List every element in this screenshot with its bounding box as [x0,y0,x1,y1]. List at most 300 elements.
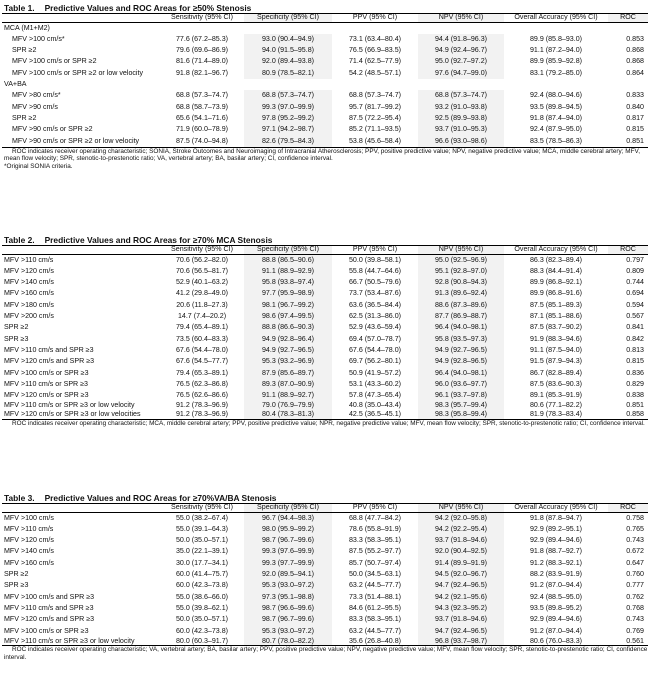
table-cell: 91.9 (88.3–94.6) [529,334,583,343]
row-label: MFV >110 cm/s [4,524,54,533]
row-label: SPR ≥2 [4,323,29,332]
table-cell: 42.5 (36.5–45.1) [332,410,418,419]
table-cell: 68.8 (57.3–74.7) [244,90,332,101]
table-cell: 52.9 (40.1–63.2) [175,278,229,287]
table-cell: 65.6 (54.1–71.6) [175,113,229,122]
table-cell: 96.8 (93.7–98.7) [418,637,504,646]
table-cell: 0.858 [608,410,648,419]
table-row [2,637,648,646]
table-cell: 95.1 (92.8–97.0) [418,266,504,277]
table-1 [2,13,648,148]
table-cell: 69.4 (57.0–78.7) [348,334,402,343]
table-cell: 63.6 (36.5–84.4) [348,300,402,309]
table-cell: 0.841 [626,323,644,332]
table-cell: 91.8 (87.8–94.7) [529,513,583,522]
table-cell: 68.8 (47.7–84.2) [348,513,402,522]
column-header: Specificity (95% CI) [244,14,332,23]
table-cell: 91.1 (88.9–92.7) [244,390,332,401]
table-cell: 92.4 (87.9–95.0) [529,125,583,134]
table-cell: 0.647 [626,558,644,567]
row-label: MFV >90 cm/s or SPR ≥2 [12,125,93,134]
table-cell: 60.0 (42.3–73.8) [175,581,229,590]
table-cell: 81.6 (71.4–89.0) [175,57,229,66]
table-cell: 68.8 (58.7–73.9) [175,102,229,111]
table-cell: 91.2 (78.3–96.9) [160,410,244,419]
table-cell: 67.6 (54.4–78.0) [348,345,402,354]
table-cell: 55.0 (38.6–66.0) [175,592,229,601]
row-label: MFV >110 cm/s or SPR ≥3 [4,379,88,388]
table-cell: 91.8 (88.7–92.7) [529,547,583,556]
table-cell: 94.2 (92.0–95.8) [418,512,504,524]
column-header: ROC [608,246,648,255]
table-row [2,546,648,557]
table-cell: 71.9 (60.0–78.9) [175,125,229,134]
table-cell: 0.762 [626,592,644,601]
table-cell: 63.2 (44.5–77.7) [348,626,402,635]
table-row [2,334,648,345]
table-row [2,45,648,56]
table-cell: 87.5 (83.6–90.3) [529,379,583,388]
table-cell: 98.7 (96.7–99.6) [244,614,332,625]
table-cell: 93.7 (91.8–94.6) [418,535,504,546]
table-row [2,580,648,591]
row-label: MFV >110 cm/s [4,255,54,264]
table-cell: 94.5 (92.0–96.7) [418,569,504,580]
table-cell: 50.0 (35.0–57.1) [175,615,229,624]
table-cell: 98.7 (96.7–99.6) [244,535,332,546]
table-cell: 93.5 (89.8–94.5) [529,102,583,111]
table-3 [2,503,648,646]
table-cell: 52.9 (43.6–59.4) [348,323,402,332]
table-row [2,603,648,614]
table-cell: 94.9 (92.7–96.5) [418,345,504,356]
table-cell: 91.3 (89.6–92.4) [418,288,504,299]
table-row [2,626,648,637]
table-cell: 35.6 (26.8–40.8) [332,637,418,646]
table-cell: 57.8 (47.3–65.4) [348,391,402,400]
row-label: MFV >140 cm/s [4,278,54,287]
group-label: MCA (M1+M2) [2,22,648,34]
table-cell: 94.9 (92.8–96.5) [418,356,504,367]
column-header: ROC [608,14,648,23]
row-label: MFV >120 cm/s [4,536,54,545]
table-cell: 0.743 [626,536,644,545]
column-header: Specificity (95% CI) [244,504,332,513]
table-cell: 0.836 [626,368,644,377]
table-cell: 71.4 (62.5–77.9) [348,57,402,66]
table-cell: 80.4 (78.3–81.3) [244,410,332,419]
row-label: MFV >90 cm/s [12,102,58,111]
table-cell: 84.6 (61.2–95.5) [348,603,402,612]
table-3-header [2,504,648,513]
table-cell: 0.842 [626,334,644,343]
table-row [2,379,648,390]
table-cell: 0.768 [626,603,644,612]
group-label: VA+BA [2,79,648,90]
row-label: MFV >110 cm/s and SPR ≥3 [4,603,94,612]
table-cell: 92.0 (90.4–92.5) [418,546,504,557]
table-cell: 82.6 (79.5–84.3) [244,136,332,148]
table-cell: 98.6 (97.4–99.5) [244,311,332,322]
table-cell: 92.0 (89.4–93.8) [244,56,332,67]
table-cell: 97.7 (95.9–98.9) [244,288,332,299]
table-cell: 92.9 (89.4–94.6) [529,615,583,624]
table-cell: 95.3 (93.0–97.2) [244,580,332,591]
table-cell: 99.3 (97.7–99.9) [244,558,332,569]
table-row [2,136,648,148]
column-header: PPV (95% CI) [332,504,418,513]
table-row [2,535,648,546]
table-cell: 96.4 (94.0–98.1) [418,322,504,333]
table-cell: 14.7 (7.4–20.2) [177,312,227,321]
table-cell: 66.7 (50.5–79.6) [348,278,402,287]
table-cell: 96.4 (94.0–98.1) [418,368,504,379]
table-cell: 0.809 [626,266,644,275]
table-row [2,266,648,277]
column-header: PPV (95% CI) [332,246,418,255]
table-cell: 80.7 (78.0–82.2) [244,637,332,646]
table-cell: 0.758 [626,513,644,522]
table-row [2,345,648,356]
table-cell: 95.0 (92.5–96.9) [418,254,504,266]
table-row [2,368,648,379]
table-cell: 0.833 [626,91,644,100]
table-row [2,288,648,299]
table-cell: 0.840 [626,102,644,111]
table-cell: 73.5 (60.4–83.3) [175,334,229,343]
row-label: MFV >200 cm/s [4,312,54,321]
table-cell: 94.7 (92.4–96.5) [418,580,504,591]
table-cell: 53.8 (45.6–58.4) [332,136,418,148]
table-cell: 98.3 (95.8–99.4) [418,410,504,419]
table-cell: 89.1 (85.3–91.9) [529,391,583,400]
row-label: MFV >110 cm/s or SPR ≥3 or low velocity [2,637,160,646]
table-cell: 83.3 (58.3–95.1) [348,536,402,545]
table-row [2,390,648,401]
table-3-body [2,512,648,646]
table-1-title: Table 1. Predictive Values and ROC Areas for ≥50% Stenosis [4,3,252,13]
table-cell: 60.0 (42.3–73.8) [175,626,229,635]
table-row [2,277,648,288]
table-cell: 97.6 (94.7–99.0) [418,68,504,79]
column-header: Overall Accuracy (95% CI) [504,504,608,513]
table-1-footnote: ROC indicates receiver operating characteristic; SONIA, Stroke Outcomes and Neuroimaging of Intracranial Atherosclerosis; PPV, positive predictive value; NPV, negative predictive value; MCA, middle cerebral artery; MFV, mean flow velocity; SPR, stenotic-to-prestenotic ratio; VA, vertebral artery; BA, basilar artery; CI, confidence interval. *Original SONIA criteria. [4,147,640,171]
table-row [2,401,648,410]
table-cell: 68.8 (57.3–74.7) [348,91,402,100]
table-row [2,356,648,367]
table-row [2,254,648,266]
table-row [2,34,648,45]
table-row [2,56,648,67]
table-cell: 79.0 (76.9–79.9) [244,401,332,410]
table-cell: 0.567 [626,312,644,321]
table-cell: 93.7 (91.0–95.3) [418,124,504,135]
row-label: MFV >90 cm/s or SPR ≥2 or low velocity [2,136,160,148]
table-2-header [2,246,648,255]
table-cell: 94.9 (92.8–96.4) [244,334,332,345]
table-cell: 85.2 (71.1–93.5) [348,125,402,134]
table-cell: 89.9 (86.8–92.1) [529,278,583,287]
row-label: MFV >110 cm/s or SPR ≥3 or low velocity [4,401,135,410]
table-cell: 89.3 (87.0–90.9) [244,379,332,390]
table-cell: 0.672 [626,547,644,556]
row-label: SPR ≥2 [12,113,37,122]
table-cell: 55.0 (39.8–62.1) [175,603,229,612]
table-cell: 92.5 (89.9–93.8) [418,113,504,124]
table-cell: 91.1 (87.2–94.0) [529,46,583,55]
column-header: Overall Accuracy (95% CI) [504,14,608,23]
column-header: ROC [608,504,648,513]
table-cell: 94.9 (92.7–96.5) [244,345,332,356]
table-cell: 89.9 (85.9–92.8) [529,57,583,66]
table-cell: 93.7 (91.8–94.6) [418,614,504,625]
table-cell: 79.4 (65.3–89.1) [175,368,229,377]
table-cell: 95.0 (92.7–97.2) [418,56,504,67]
row-label: MFV >160 cm/s [4,558,54,567]
table-cell: 55.0 (39.1–64.3) [175,524,229,533]
table-cell: 94.2 (92.1–95.6) [418,592,504,603]
column-header [2,504,160,513]
table-cell: 0.777 [626,581,644,590]
table-3-title: Table 3. Predictive Values and ROC Areas for ≥70%VA/BA Stenosis [4,493,277,503]
table-cell: 0.813 [626,345,644,354]
table-cell: 92.9 (89.4–94.6) [529,536,583,545]
table-row [2,311,648,322]
table-cell: 87.5 (55.2–97.7) [348,547,402,556]
table-cell: 91.2 (87.0–94.4) [529,626,583,635]
table-cell: 93.0 (90.4–94.9) [244,34,332,45]
row-label: SPR ≥3 [4,581,29,590]
row-label: MFV >80 cm/s* [12,91,61,100]
table-2-section [2,235,648,427]
table-cell: 88.2 (83.9–91.9) [529,570,583,579]
table-cell: 91.2 (78.3–96.9) [175,401,229,410]
table-cell: 60.0 (41.4–75.7) [175,570,229,579]
table-cell: 92.8 (90.8–94.3) [418,277,504,288]
table-cell: 96.6 (93.0–98.6) [418,136,504,148]
group-row [2,22,648,34]
table-cell: 87.1 (85.1–88.6) [529,312,583,321]
table-cell: 80.0 (60.3–91.7) [160,637,244,646]
table-row [2,558,648,569]
table-cell: 70.6 (56.2–82.0) [175,255,229,264]
table-cell: 0.765 [626,524,644,533]
table-cell: 83.3 (58.3–95.1) [348,615,402,624]
table-cell: 95.3 (93.0–97.2) [244,626,332,637]
table-cell: 89.9 (86.8–91.6) [529,289,583,298]
table-cell: 95.3 (93.2–96.9) [244,356,332,367]
table-cell: 99.3 (97.0–99.9) [244,102,332,113]
table-cell: 55.8 (44.7–64.6) [348,266,402,275]
table-2 [2,245,648,420]
table-cell: 67.6 (54.5–77.7) [175,357,229,366]
table-cell: 0.760 [626,570,644,579]
table-2-footnote: ROC indicates receiver operating characteristic; MCA, middle cerebral artery; PPV, positive predictive value; NPR, negative predictive value; MFV, mean flow velocity; SPR, stenotic-to-prestenotic ratio; CI, confidence interval. [12,419,645,427]
table-3-section [2,493,648,662]
table-cell: 92.4 (88.5–95.0) [529,592,583,601]
row-label: MFV >100 cm/s or SPR ≥2 [12,57,97,66]
row-label: MFV >100 cm/s or SPR ≥2 or low velocity [12,68,144,77]
table-row [2,322,648,333]
table-cell: 96.1 (93.7–97.8) [418,390,504,401]
table-cell: 50.0 (34.5–63.1) [348,570,402,579]
row-label: MFV >100 cm/s and SPR ≥3 [4,592,95,601]
table-row [2,300,648,311]
table-cell: 92.4 (88.0–94.6) [529,91,583,100]
column-header: Sensitivity (95% CI) [160,246,244,255]
table-cell: 91.2 (88.3–92.1) [529,558,583,567]
table-cell: 87.5 (85.1–89.3) [529,300,583,309]
table-cell: 97.3 (95.1–98.8) [244,592,332,603]
row-label: MFV >100 cm/s [4,513,54,522]
table-cell: 0.864 [626,68,644,77]
table-cell: 0.829 [626,379,644,388]
table-1-body [2,22,648,147]
row-label: MFV >120 cm/s [4,266,54,275]
table-cell: 0.851 [608,136,648,148]
table-cell: 94.0 (91.5–95.8) [244,45,332,56]
table-cell: 97.8 (95.2–99.2) [244,113,332,124]
table-cell: 62.5 (31.3–86.0) [348,312,402,321]
table-cell: 54.2 (48.5–57.1) [348,68,402,77]
table-cell: 98.1 (96.7–99.2) [244,300,332,311]
table-row [2,410,648,419]
table-cell: 0.769 [626,626,644,635]
table-cell: 73.3 (51.4–88.1) [348,592,402,601]
column-header: Specificity (95% CI) [244,246,332,255]
table-cell: 0.868 [626,57,644,66]
table-cell: 87.5 (83.7–90.2) [529,323,583,332]
column-header: PPV (95% CI) [332,14,418,23]
table-cell: 95.8 (93.8–97.4) [244,277,332,288]
table-row [2,124,648,135]
table-cell: 91.4 (89.9–91.9) [418,558,504,569]
row-label: SPR ≥3 [4,334,29,343]
table-cell: 95.8 (93.5–97.3) [418,334,504,345]
table-cell: 0.868 [626,46,644,55]
table-cell: 70.6 (56.5–81.7) [175,266,229,275]
table-cell: 88.3 (84.4–91.4) [529,266,583,275]
table-cell: 91.1 (88.9–92.9) [244,266,332,277]
table-cell: 98.3 (95.7–99.4) [418,401,504,410]
table-3-footnote: ROC indicates receiver operating characteristic; VA, vertebral artery; BA, basilar artery; PPV, positive predictive value; NPV, negative predictive value; MFV, mean flow velocity; SPR, stenotic-to-prestenotic ratio; CI, confidence interval. [4,646,648,662]
table-cell: 68.8 (57.3–74.7) [175,91,229,100]
table-cell: 92.0 (89.5–94.1) [244,569,332,580]
table-cell: 87.9 (85.6–89.7) [244,368,332,379]
table-cell: 95.7 (81.7–99.2) [348,102,402,111]
table-cell: 0.744 [626,278,644,287]
table-cell: 76.5 (66.9–83.5) [348,46,402,55]
table-cell: 93.2 (91.0–93.8) [418,102,504,113]
table-2-body [2,254,648,419]
table-cell: 67.6 (54.4–78.0) [175,345,229,354]
table-row [2,102,648,113]
table-1-section [2,3,648,171]
table-cell: 0.561 [608,637,648,646]
table-2-title: Table 2. Predictive Values and ROC Areas for ≥70% MCA Stenosis [4,235,273,245]
table-cell: 98.7 (96.6–99.6) [244,603,332,614]
row-label: MFV >160 cm/s [4,289,54,298]
table-cell: 79.6 (69.6–86.9) [175,46,229,55]
table-cell: 79.4 (65.4–89.1) [175,323,229,332]
table-1-header [2,14,648,23]
table-row [2,614,648,625]
table-cell: 0.853 [626,34,644,43]
table-cell: 76.5 (62.6–86.6) [175,391,229,400]
table-cell: 87.5 (72.2–95.4) [348,113,402,122]
table-cell: 98.0 (95.9–99.2) [244,524,332,535]
table-cell: 0.815 [626,125,644,134]
column-header [2,14,160,23]
table-cell: 0.743 [626,615,644,624]
table-row [2,569,648,580]
table-cell: 0.694 [626,289,644,298]
table-cell: 50.9 (41.9–57.2) [348,368,402,377]
table-cell: 93.5 (89.8–95.2) [529,603,583,612]
group-row [2,79,648,90]
table-cell: 96.0 (93.6–97.7) [418,379,504,390]
table-cell: 94.2 (92.2–95.4) [418,524,504,535]
table-cell: 86.7 (82.8–89.4) [529,368,583,377]
table-cell: 0.817 [626,113,644,122]
table-cell: 73.7 (53.4–87.6) [348,289,402,298]
table-cell: 0.594 [626,300,644,309]
table-row [2,68,648,79]
table-cell: 87.5 (74.0–94.8) [160,136,244,148]
table-cell: 81.9 (78.3–83.4) [504,410,608,419]
table-cell: 91.8 (87.4–94.0) [529,113,583,122]
row-label: MFV >120 cm/s or SPR ≥3 or low velocities [2,410,160,419]
table-cell: 77.6 (67.2–85.3) [175,34,229,43]
table-cell: 87.7 (86.9–88.7) [418,311,504,322]
table-cell: 40.8 (35.0–43.4) [348,401,402,410]
table-cell: 78.6 (55.8–91.9) [348,524,402,533]
column-header: Sensitivity (95% CI) [160,504,244,513]
table-cell: 50.0 (35.0–57.1) [175,536,229,545]
table-cell: 55.0 (38.2–67.4) [175,513,229,522]
row-label: MFV >120 cm/s or SPR ≥3 [4,391,89,400]
table-cell: 63.2 (44.5–77.7) [348,581,402,590]
table-cell: 50.0 (39.8–58.1) [348,255,402,264]
row-label: MFV >100 cm/s or SPR ≥3 [4,626,89,635]
table-cell: 92.9 (89.2–95.1) [529,524,583,533]
table-cell: 80.6 (76.0–83.3) [504,637,608,646]
table-cell: 99.3 (97.6–99.9) [244,546,332,557]
column-header: NPV (95% CI) [418,246,504,255]
table-cell: 85.7 (50.7–97.4) [348,558,402,567]
row-label: MFV >110 cm/s and SPR ≥3 [4,345,94,354]
table-cell: 86.3 (82.3–89.4) [529,255,583,264]
table-cell: 96.7 (94.4–98.3) [244,512,332,524]
table-cell: 94.4 (91.8–96.3) [418,34,504,45]
table-cell: 94.9 (92.4–96.7) [418,45,504,56]
row-label: MFV >140 cm/s [4,547,54,556]
table-cell: 83.5 (78.5–86.3) [504,136,608,148]
table-cell: 91.1 (87.5–94.0) [529,345,583,354]
table-cell: 91.5 (87.9–94.3) [529,357,583,366]
table-row [2,592,648,603]
table-row [2,113,648,124]
table-cell: 30.0 (17.7–34.1) [175,558,229,567]
row-label: SPR ≥2 [4,570,29,579]
table-cell: 0.797 [626,255,644,264]
column-header: Overall Accuracy (95% CI) [504,246,608,255]
column-header: NPV (95% CI) [418,14,504,23]
table-cell: 69.7 (56.2–80.1) [348,357,402,366]
table-cell: 0.815 [626,357,644,366]
table-row [2,90,648,101]
table-row [2,512,648,524]
